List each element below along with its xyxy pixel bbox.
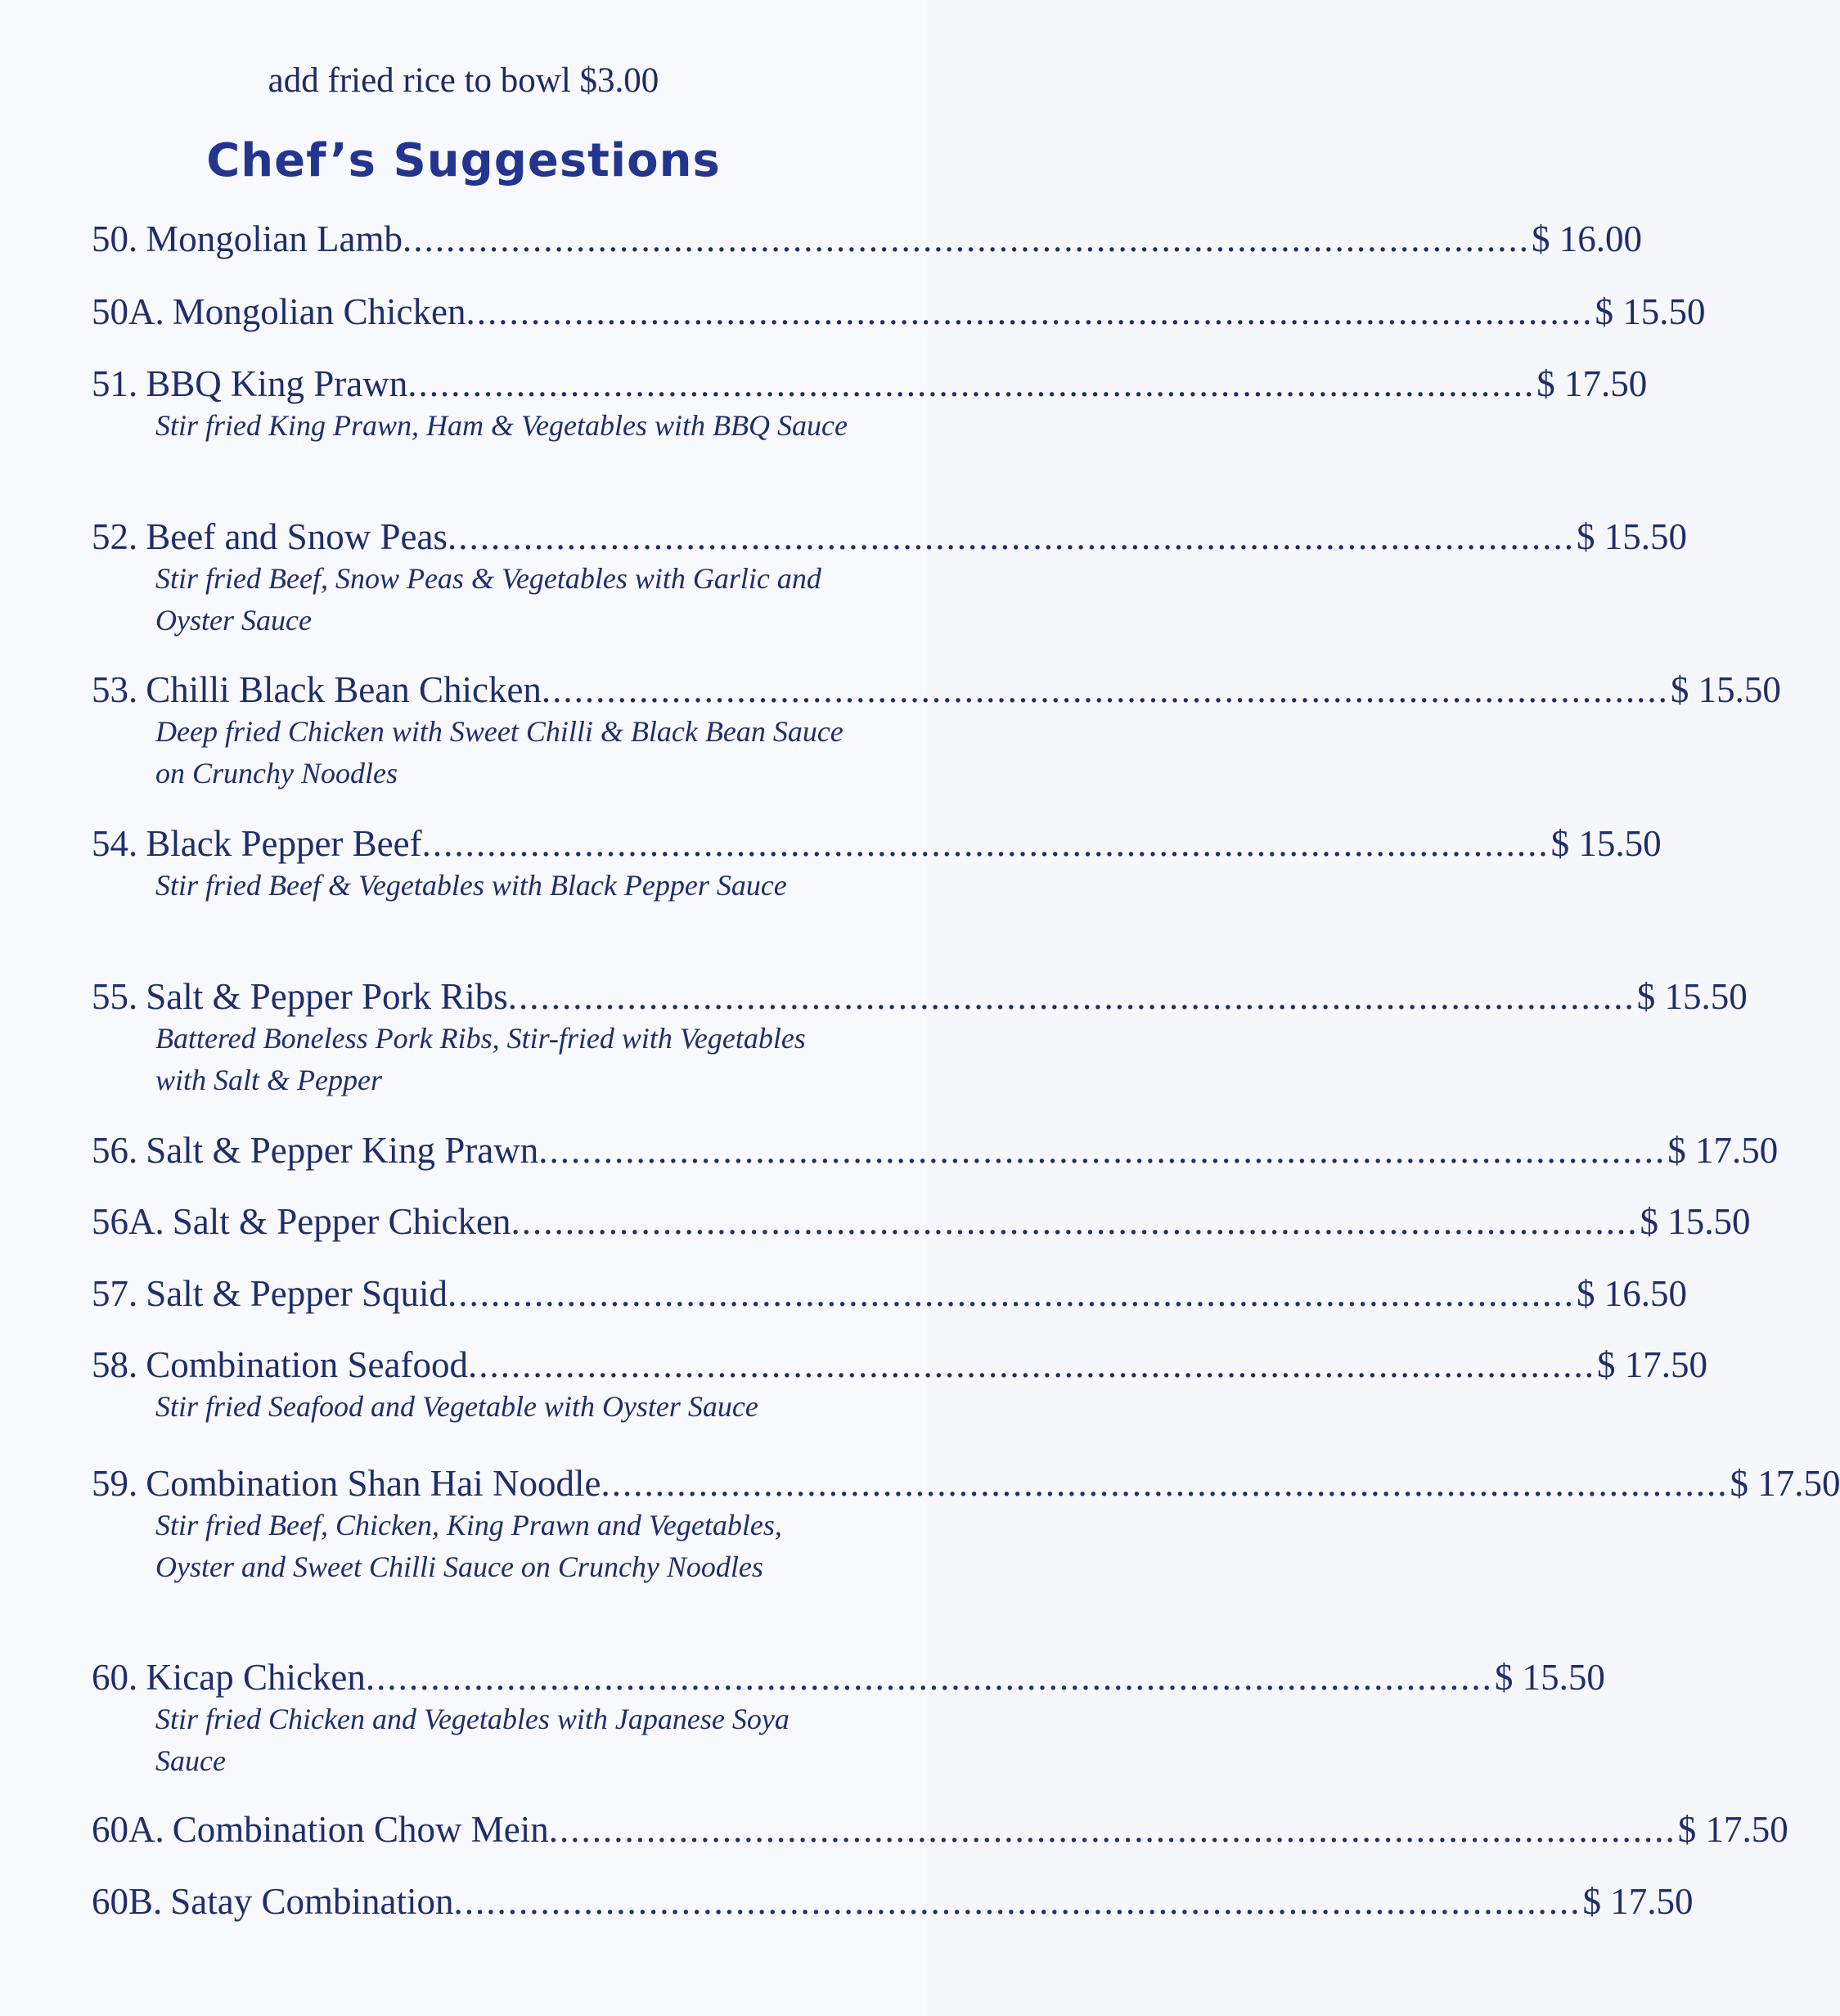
item-number: 53. xyxy=(92,669,138,710)
item-name: Black Pepper Beef xyxy=(146,823,422,864)
menu-item xyxy=(92,1129,1779,1172)
item-description: Stir fried Seafood and Vegetable with Oyster Sauce xyxy=(155,1390,758,1423)
item-number: 60A. xyxy=(92,1809,164,1850)
item-name: Beef and Snow Peas xyxy=(146,516,448,557)
item-number: 55. xyxy=(92,976,138,1017)
item-price: $ 17.50 xyxy=(1582,1881,1694,1922)
item-number: 52. xyxy=(92,516,138,557)
item-number: 50A. xyxy=(92,291,164,332)
fried-rice-note: add fried rice to bowl $3.00 xyxy=(268,61,659,100)
menu-item xyxy=(92,290,1706,333)
dot-leader: ........................................................................................................ xyxy=(365,1657,1493,1698)
item-description: Stir fried Beef, Chicken, King Prawn and Vegetables, Oyster and Sweet Chilli Sauce on Crunchy Noodles xyxy=(155,1509,782,1583)
item-number: 57. xyxy=(92,1273,138,1314)
item-price: $ 15.50 xyxy=(1636,976,1748,1017)
menu-item xyxy=(92,822,1662,907)
item-name: Kicap Chicken xyxy=(146,1657,366,1698)
menu-item xyxy=(92,1462,1840,1588)
item-name: Mongolian Lamb xyxy=(146,218,403,259)
item-number: 54. xyxy=(92,823,138,864)
item-price: $ 17.50 xyxy=(1667,1130,1779,1171)
dot-leader: ........................................................................................................ xyxy=(507,976,1635,1017)
item-name: Salt & Pepper King Prawn xyxy=(146,1130,539,1171)
dot-leader: ........................................................................................................ xyxy=(467,1344,1595,1385)
item-description: Stir fried King Prawn, Ham & Vegetables with BBQ Sauce xyxy=(155,409,848,442)
item-name: Salt & Pepper Chicken xyxy=(172,1201,511,1242)
dot-leader: ........................................................................................................ xyxy=(421,823,1550,864)
menu-item xyxy=(92,1343,1707,1428)
item-name: Satay Combination xyxy=(170,1881,454,1922)
dot-leader: ........................................................................................................ xyxy=(466,291,1594,332)
menu-item xyxy=(92,1656,1605,1782)
dot-leader: ........................................................................................................ xyxy=(511,1201,1639,1242)
menu-item xyxy=(92,1808,1788,1851)
item-number: 56A. xyxy=(92,1201,164,1242)
menu-item xyxy=(92,1200,1751,1243)
dot-leader: ........................................................................................................ xyxy=(448,1273,1575,1314)
section-title: Chef’s Suggestions xyxy=(206,134,721,187)
item-price: $ 15.50 xyxy=(1550,823,1662,864)
item-number: 59. xyxy=(92,1463,138,1504)
item-price: $ 16.50 xyxy=(1577,1273,1687,1314)
item-name: Mongolian Chicken xyxy=(172,291,466,332)
item-name: Salt & Pepper Pork Ribs xyxy=(146,976,508,1017)
item-price: $ 17.50 xyxy=(1730,1463,1840,1504)
menu-item xyxy=(92,1272,1687,1315)
item-name: Chilli Black Bean Chicken xyxy=(146,669,542,710)
dot-leader: ........................................................................................................ xyxy=(453,1881,1581,1922)
item-number: 58. xyxy=(92,1344,138,1385)
item-price: $ 15.50 xyxy=(1595,291,1706,332)
menu-item xyxy=(92,668,1781,794)
item-number: 60. xyxy=(92,1657,138,1698)
item-description: Battered Boneless Pork Ribs, Stir-fried with Vegetables with Salt & Pepper xyxy=(155,1022,806,1096)
menu-item xyxy=(92,362,1648,447)
item-name: Salt & Pepper Squid xyxy=(146,1273,448,1314)
item-number: 60B. xyxy=(92,1881,163,1922)
menu-item xyxy=(92,1880,1694,1923)
menu-item xyxy=(92,975,1748,1101)
dot-leader: ........................................................................................................ xyxy=(548,1809,1676,1850)
item-name: Combination Shan Hai Noodle xyxy=(146,1463,601,1504)
item-name: BBQ King Prawn xyxy=(146,363,408,404)
item-price: $ 15.50 xyxy=(1494,1657,1605,1698)
dot-leader: ........................................................................................................ xyxy=(402,218,1530,259)
item-price: $ 17.50 xyxy=(1596,1344,1707,1385)
dot-leader: ........................................................................................................ xyxy=(541,669,1669,710)
dot-leader: ........................................................................................................ xyxy=(538,1130,1667,1171)
dot-leader: ........................................................................................................ xyxy=(407,363,1536,404)
item-number: 51. xyxy=(92,363,138,404)
item-price: $ 15.50 xyxy=(1670,669,1781,710)
item-price: $ 16.00 xyxy=(1531,218,1642,259)
item-number: 56. xyxy=(92,1130,138,1171)
item-description: Stir fried Chicken and Vegetables with Japanese Soya Sauce xyxy=(155,1703,790,1777)
item-price: $ 15.50 xyxy=(1576,516,1687,557)
dot-leader: ........................................................................................................ xyxy=(447,516,1575,557)
item-price: $ 15.50 xyxy=(1640,1201,1751,1242)
item-description: Stir fried Beef & Vegetables with Black Pepper Sauce xyxy=(155,869,787,902)
item-price: $ 17.50 xyxy=(1536,363,1648,404)
item-number: 50. xyxy=(92,218,138,259)
dot-leader: ........................................................................................................ xyxy=(601,1463,1729,1504)
menu-item xyxy=(92,515,1687,641)
item-description: Stir fried Beef, Snow Peas & Vegetables with Garlic and Oyster Sauce xyxy=(155,562,821,637)
menu-item xyxy=(92,218,1642,260)
item-name: Combination Chow Mein xyxy=(172,1809,549,1850)
item-name: Combination Seafood xyxy=(146,1344,468,1385)
item-description: Deep fried Chicken with Sweet Chilli & Black Bean Sauce on Crunchy Noodles xyxy=(155,715,844,790)
item-price: $ 17.50 xyxy=(1677,1809,1788,1850)
